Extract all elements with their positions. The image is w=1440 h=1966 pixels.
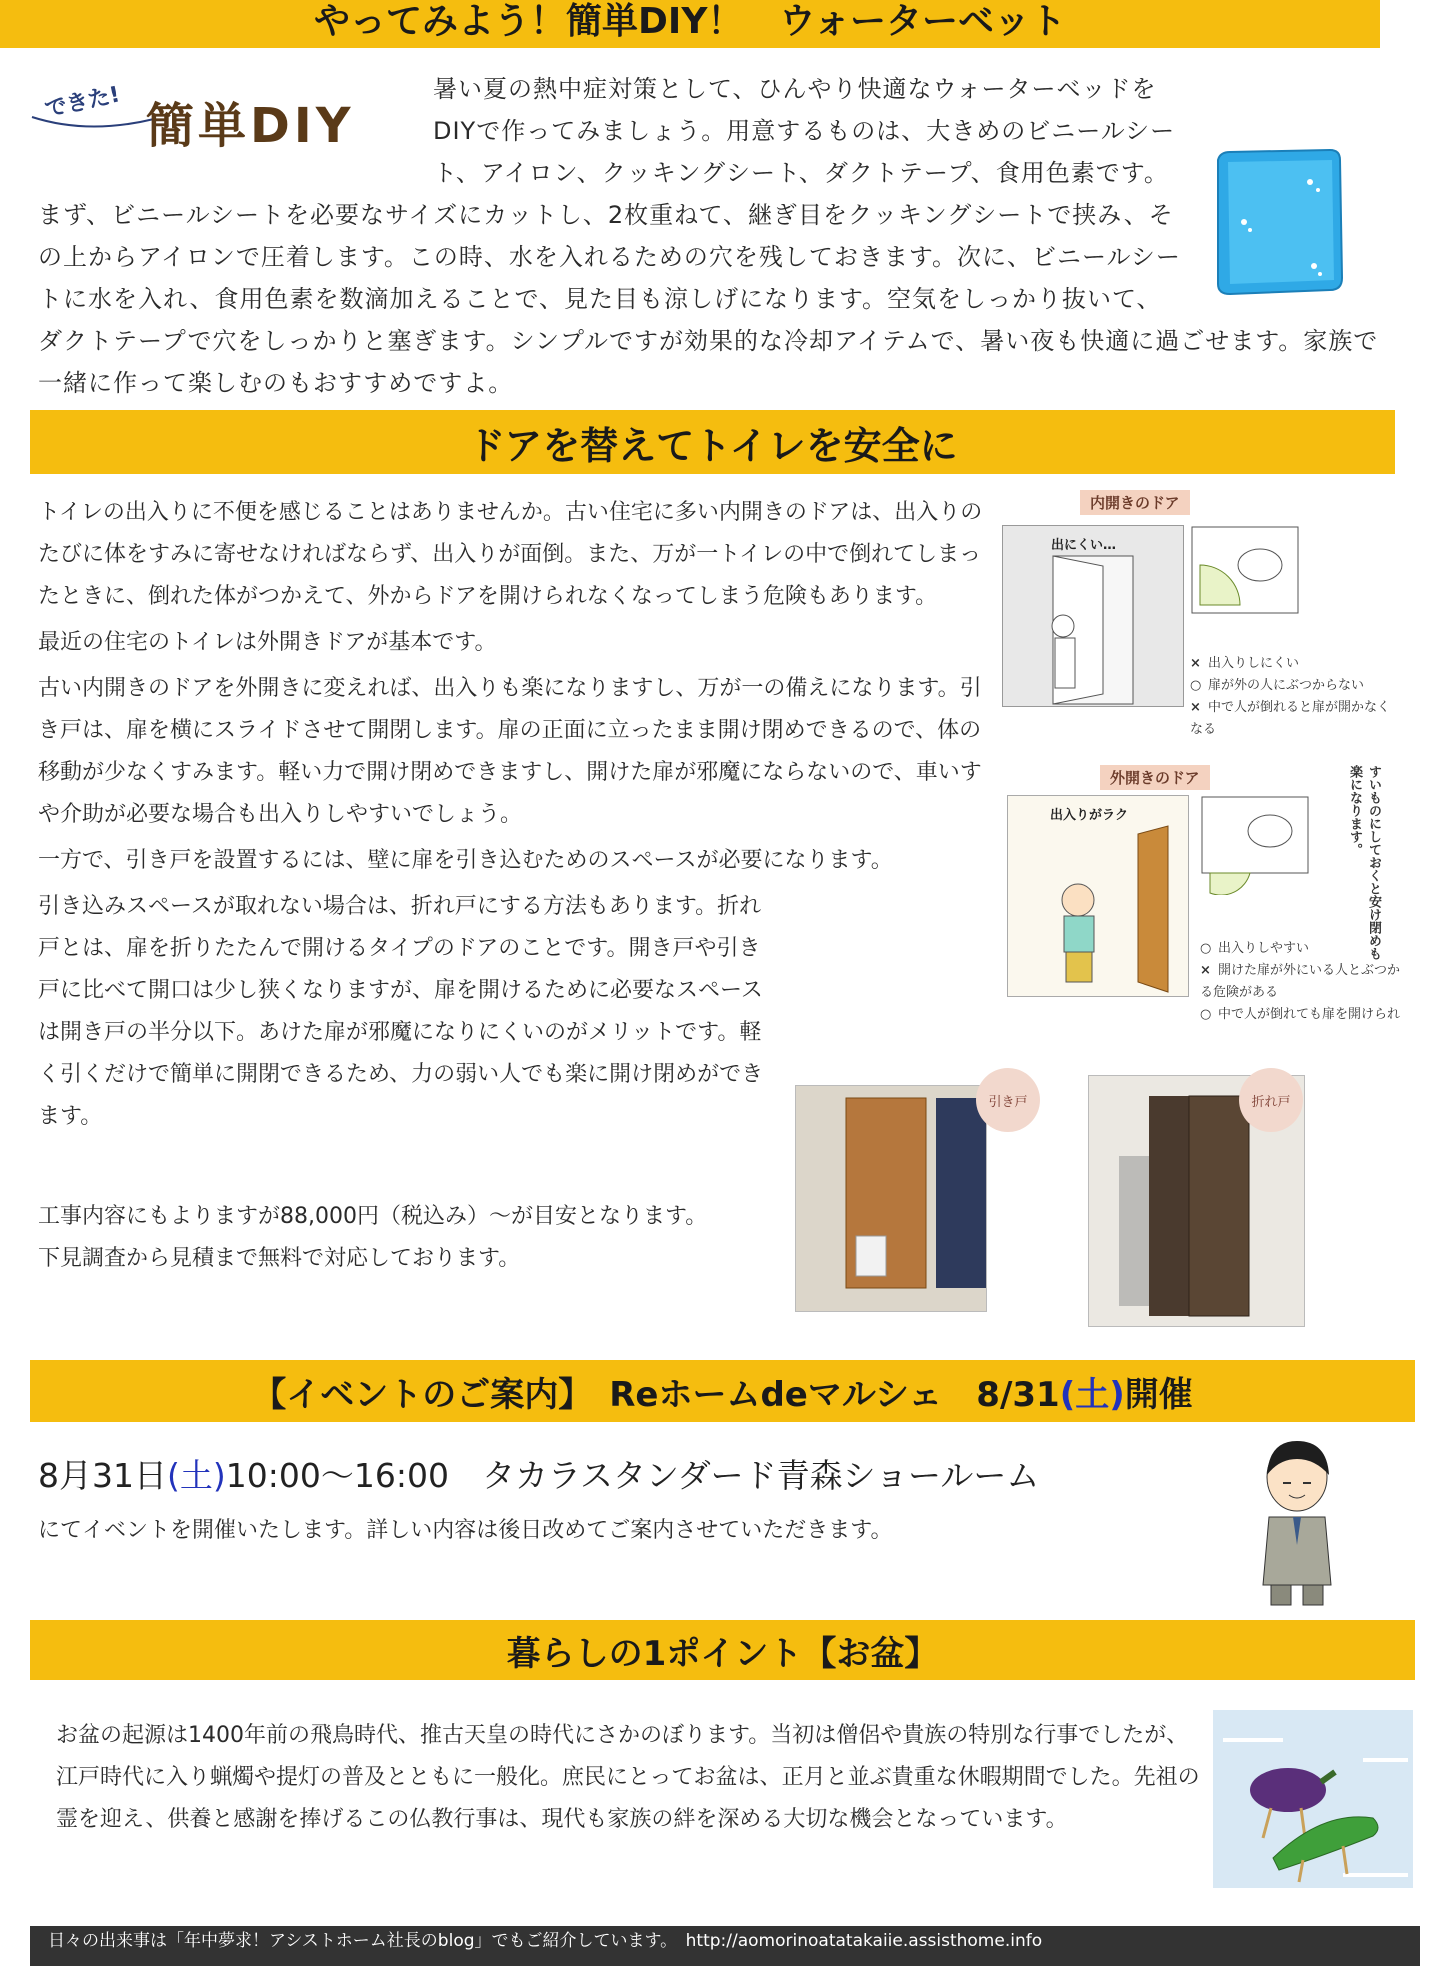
door-paragraph: 古い内開きのドアを外開きに変えれば、出入りも楽になりますし、万が一の備えになります。引き戸は、扉を横にスライドさせて開閉します。扉の正面に立ったまま開け閉めできるので、体の移動が少なくすみます。軽い力で開け閉めできますし、開けた扉が邪魔にならないので、車いすや介助が必要な場合も出入りしやすいでしょう。 <box>38 676 982 827</box>
outward-side-note: すいものにしておくと安け閉めも楽になります。 <box>1347 765 1381 960</box>
toilet-plan-icon <box>1200 795 1310 895</box>
diy-logo-big: 簡単DIY <box>146 98 355 154</box>
event-title-post: 開催 <box>1124 1374 1193 1415</box>
point-title: 暮らしの1ポイント【お盆】 <box>506 1633 939 1674</box>
businessman-icon <box>1245 1435 1350 1610</box>
outward-door-scene <box>1007 795 1189 997</box>
point-body-text: お盆の起源は1400年前の飛鳥時代、推古天皇の時代にさかのぼります。当初は僧侶や貴族の特別な行事でしたが、江戸時代に入り蝋燭や提灯の普及とともに一般化。庶民にとってお盆は、正月と並ぶ貴重な休暇期間でした。先祖の霊を迎え、供養と感謝を捧げるこの仏教行事は、現代も家族の絆を深める大切な機会となっています。 <box>56 1723 1200 1832</box>
door-title: ドアを替えてトイレを安全に <box>467 423 958 468</box>
diy-logo-small: できた! <box>42 82 123 123</box>
inward-floorplan <box>1190 525 1300 615</box>
sliding-door-label: 引き戸 <box>976 1068 1040 1132</box>
door-paragraph: トイレの出入りに不便を感じることはありませんか。古い住宅に多い内開きのドアは、出入りのたびに体をすみに寄せなければならず、出入りが面倒。また、万が一トイレの中で倒れてしまったときに、倒れた体がつかえて、外からドアを開けられなくなってしまう危険もあります。 <box>38 500 983 609</box>
legend-item: ○ 扉が外の人にぶつからない <box>1190 678 1365 693</box>
event-title-day: (土) <box>1059 1374 1125 1415</box>
door-paragraph: 最近の住宅のトイレは外開きドアが基本です。 <box>38 630 497 655</box>
event-title-pre: 【イベントのご案内】 Reホームdeマルシェ 8/31 <box>252 1374 1060 1415</box>
sliding-door-photo <box>795 1085 1028 1312</box>
legend-item: × 開けた扉が外にいる人とぶつかる危険がある <box>1200 963 1401 1000</box>
diy-body-text: 暑い夏の熱中症対策として、ひんやり快適なウォーターベッドをDIYで作ってみましょう。用意するものは、大きめのビニールシート、アイロン、クッキングシート、ダクトテープ、食用色素です。まず、ビニールシートを必要なサイズにカットし、2枚重ねて、継ぎ目をクッキングシートで挟み、その上からアイロンで圧着します。この時、水を入れるための穴を残しておきます。次に、ビニールシートに水を入れ、食用色素を数滴加えることで、見た目も涼しげになります。空気をしっかり抜いて、ダクトテープで穴をしっかりと塞ぎます。シンプルですが効果的な冷却アイテムで、暑い夜も快適に過ごせます。家族で一緒に作って楽しむのもおすすめですよ。 <box>38 75 1379 397</box>
footer-text: 日々の出来事は「年中夢求！アシストホーム社長のblog」でもご紹介しています。 http://aomorinoatatakaiie.assisthome.info <box>48 1931 1043 1951</box>
survey-line: 下見調査から見積まで無料で対応しております。 <box>38 1246 521 1271</box>
door-body <box>38 492 988 1138</box>
point-header <box>30 1620 1415 1680</box>
event-date-post: 10:00～16:00 タカラスタンダード青森ショールーム <box>225 1456 1040 1495</box>
outward-door-diagram <box>1005 760 1405 1040</box>
event-header <box>30 1360 1415 1422</box>
price-line: 工事内容にもよりますが88,000円（税込み）～が目安となります。 <box>38 1204 708 1229</box>
eggplant-cucumber-icon <box>1213 1710 1413 1888</box>
outward-legend <box>1200 938 1400 1026</box>
door-paragraph: 引き込みスペースが取れない場合は、折れ戸にする方法もあります。折れ戸とは、扉を折りたたんで開けるタイプのドアのことです。開き戸や引き戸に比べて開口は少し狭くなりますが、扉を開けるために必要なスペースは開き戸の半分以下。あけた扉が邪魔になりにくいのがメリットです。軽く引くだけで簡単に開閉できるため、力の弱い人でも楽に開け閉めができます。 <box>38 894 764 1129</box>
event-body-text: にてイベントを開催いたします。詳しい内容は後日改めてご案内させていただきます。 <box>38 1518 893 1543</box>
inward-door-tag: 内開きのドア <box>1080 490 1190 515</box>
sliding-door-image <box>796 1086 986 1311</box>
folding-door-label: 折れ戸 <box>1239 1068 1303 1132</box>
staff-illustration <box>1245 1435 1350 1610</box>
legend-item: ○ 中で人が倒れても扉を開けられ <box>1200 1007 1401 1022</box>
inward-door-scene <box>1002 525 1184 707</box>
door-header <box>30 410 1395 474</box>
person-exit-icon <box>1008 796 1188 996</box>
event-date-day: (土) <box>167 1456 226 1495</box>
point-body <box>56 1715 1206 1841</box>
diy-body <box>38 68 1383 404</box>
footer-bar <box>30 1926 1420 1966</box>
event-date <box>38 1450 1039 1497</box>
inward-legend <box>1190 653 1400 741</box>
door-paragraph: 一方で、引き戸を設置するには、壁に扉を引き込むためのスペースが必要になります。 <box>38 848 893 873</box>
event-date-pre: 8月31日 <box>38 1456 167 1495</box>
diy-title: やってみよう！簡単DIY！ ウォーターベット <box>314 1 1066 42</box>
legend-item: × 中で人が倒れると扉が開かなくなる <box>1190 700 1391 737</box>
toilet-plan-icon <box>1190 525 1300 615</box>
outward-door-caption: 出入りがラク <box>1050 808 1129 823</box>
folding-door-photo <box>1088 1075 1305 1327</box>
inward-door-caption: 出にくい… <box>1051 538 1117 553</box>
inward-door-diagram <box>1000 485 1400 750</box>
diy-header <box>0 0 1380 48</box>
outward-door-tag: 外開きのドア <box>1100 765 1210 790</box>
outward-floorplan <box>1200 795 1310 895</box>
legend-item: × 出入りしにくい <box>1190 656 1300 671</box>
legend-item: ○ 出入りしやすい <box>1200 941 1310 956</box>
person-door-icon <box>1003 526 1183 706</box>
event-body <box>38 1510 1188 1552</box>
obon-illustration <box>1213 1710 1413 1888</box>
door-price <box>38 1196 798 1280</box>
